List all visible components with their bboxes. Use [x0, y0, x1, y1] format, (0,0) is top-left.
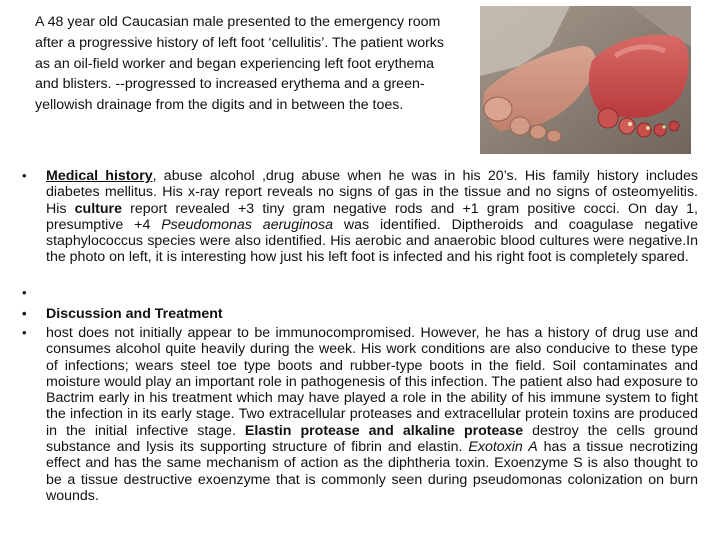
- list-item-discussion-heading: [0, 306, 720, 325]
- bullet-list: [0, 168, 720, 504]
- bullet-marker: •: [22, 168, 27, 183]
- medical-history-label: Medical history: [46, 168, 153, 184]
- discussion-text-3: has a tissue necrotizing effect and has the same mechanism of action as the diphtheria toxin. Exoenzyme S is also thought to be a tissue destructive exoenzyme that is commonly seen during pseudomonas colonization on burn wounds.: [46, 439, 698, 504]
- list-item-discussion: [0, 325, 720, 504]
- history-text-1: , abuse alcohol ,drug abuse when he was in his 20’s. His family history includes diabetes mellitus. His x-ray report reveals no signs of gas in the tissue and no signs of osteomyelitis. His: [46, 168, 698, 217]
- bullet-marker: •: [22, 285, 27, 300]
- pseudomonas-term: Pseudomonas aeruginosa: [161, 216, 334, 233]
- discussion-heading: Discussion and Treatment: [46, 306, 223, 322]
- intro-paragraph: A 48 year old Caucasian male presented to the emergency room after a progressive history of left foot ‘cellulitis’. The patient works as an oil-field worker and began experiencing left foot erythema and blisters. --progressed to increased erythema and a green-yellowish drainage from the digits and in between the toes.: [35, 14, 444, 114]
- discussion-text-1: host does not initially appear to be immunocompromised. However, he has a history of drug use and consumes alcohol quite heavily during the week. His work conditions are also conducive to these type of infections; wears steel toe type boots and rubber-type boots in the field. Soil contaminates and moisture would play an important role in pathogenesis of this infection. The patient also had exposure to Bactrim early in his treatment which may have played a role in the ability of his immune system to fight the infection in its early stage. Two extracellular proteases and extracellular protein toxins are produced in the initial infective stage.: [46, 325, 698, 439]
- history-text-3: was identified. Diptheroids and coagulase negative staphylococcus species were also identified. His aerobic and anaerobic blood cultures were negative.In the photo on left, it is interesting how just his left foot is infected and his right foot is completely spared.: [46, 216, 698, 266]
- exotoxin-term: Exotoxin A: [468, 439, 538, 456]
- bullet-marker: •: [22, 306, 27, 321]
- foot-photo-icon: [480, 6, 691, 154]
- foot-photo: [480, 6, 691, 154]
- elastin-term: Elastin protease and alkaline protease: [244, 422, 524, 439]
- culture-term: culture: [74, 200, 122, 217]
- history-text-2: report revealed +3 tiny gram negative rods and +1 gram positive cocci. On day 1, presumptive +4: [46, 200, 698, 233]
- list-item-medical-history: [0, 168, 720, 285]
- list-item-empty: [0, 285, 720, 306]
- bullet-marker: •: [22, 325, 27, 340]
- discussion-text-2: destroy the cells ground substance and lysis its supporting structure of fibrin and elastin.: [46, 422, 699, 456]
